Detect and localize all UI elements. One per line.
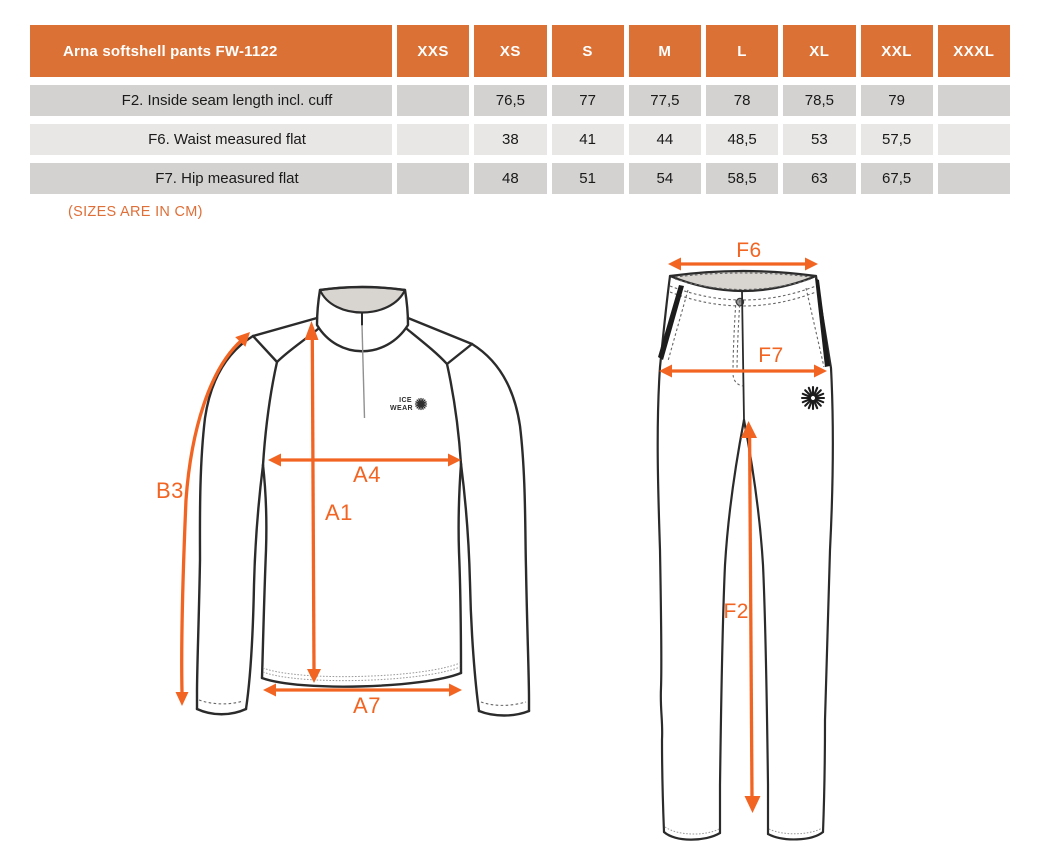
size-table [25,17,1015,202]
size-col-header-xxxl: XXXL [938,25,1010,77]
measurement-label-f7: F7 [758,344,784,367]
units-note: (SIZES ARE IN CM) [68,204,203,220]
table-row-hip [30,163,1010,194]
value-cell: 48 [474,163,546,194]
value-cell: 77,5 [629,85,701,116]
measurement-label-a4: A4 [353,462,381,487]
table-title: Arna softshell pants FW-1122 [30,25,392,77]
collar-inside [320,287,405,313]
value-cell [938,124,1010,155]
value-cell: 38 [474,124,546,155]
value-cell: 48,5 [706,124,778,155]
size-col-header-xxl: XXL [861,25,933,77]
measurement-label-b3: B3 [156,478,184,503]
right-pocket-trim [815,278,830,367]
pants-diagram [620,240,940,856]
value-cell: 44 [629,124,701,155]
logo-text-wear: WEAR [390,405,413,412]
icewear-logo [390,397,427,412]
value-cell: 57,5 [861,124,933,155]
snowflake-icon [802,387,824,409]
row-label: F6. Waist measured flat [30,124,392,155]
measurement-label-f2: F2 [723,600,749,623]
value-cell: 77 [552,85,624,116]
sweater-diagram [150,250,600,750]
row-label: F2. Inside seam length incl. cuff [30,85,392,116]
value-cell: 78,5 [783,85,855,116]
measurement-label-a1: A1 [325,500,353,525]
value-cell: 63 [783,163,855,194]
table-row-inseam [30,85,1010,116]
row-label: F7. Hip measured flat [30,163,392,194]
value-cell: 76,5 [474,85,546,116]
measurement-arrow-f6 [668,240,818,271]
waistband-inside [670,271,816,291]
value-cell: 53 [783,124,855,155]
pants-outline [658,271,833,840]
table-row-waist [30,124,1010,155]
value-cell: 54 [629,163,701,194]
value-cell [397,85,469,116]
snowflake-icon [416,399,427,410]
measurement-arrow-a4 [268,454,461,488]
measurement-arrow-a7 [263,684,462,719]
measurement-label-f6: F6 [736,240,762,262]
size-table-wrap [25,17,1015,202]
measurement-label-a7: A7 [353,693,381,718]
measurement-arrow-a1 [305,321,353,683]
zipper-line [362,325,365,418]
table-header-row [30,25,1010,77]
size-col-header-xl: XL [783,25,855,77]
size-col-header-xs: XS [474,25,546,77]
value-cell: 67,5 [861,163,933,194]
size-col-header-s: S [552,25,624,77]
size-col-header-xxs: XXS [397,25,469,77]
size-col-header-l: L [706,25,778,77]
value-cell: 51 [552,163,624,194]
size-col-header-m: M [629,25,701,77]
value-cell: 41 [552,124,624,155]
value-cell: 79 [861,85,933,116]
sweater-outline [197,287,529,716]
logo-text-ice: ICE [399,397,412,404]
value-cell [397,163,469,194]
value-cell [938,163,1010,194]
value-cell [397,124,469,155]
value-cell: 58,5 [706,163,778,194]
value-cell: 78 [706,85,778,116]
measurement-arrow-b3 [156,332,250,706]
value-cell [938,85,1010,116]
